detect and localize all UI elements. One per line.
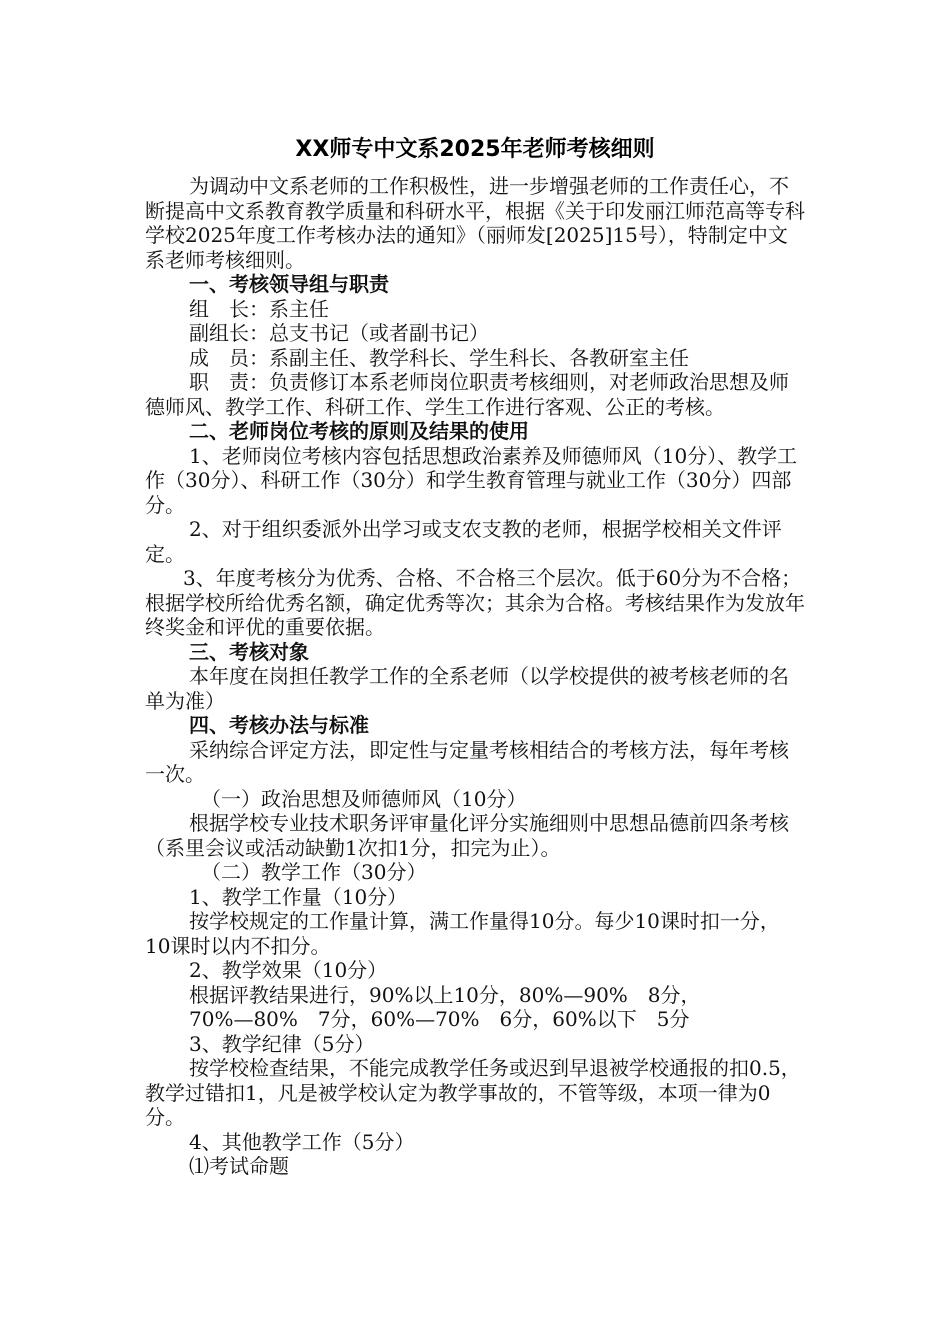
deputy-leader-line: 副组长：总支书记（或者副书记） (189, 321, 489, 345)
document-body (145, 174, 805, 1179)
exam-item: ⑴考试命题 (189, 1154, 289, 1178)
workload-paragraph: 按学校规定的工作量计算，满工作量得10分。每少10课时扣一分，10课时以内不扣分。 (145, 909, 780, 958)
section-heading-3: 三、考核对象 (189, 639, 309, 664)
item-heading-other: 4、其他教学工作（5分） (189, 1129, 415, 1154)
principle-2-paragraph: 2、对于组织委派外出学习或支农支教的老师，根据学校相关文件评定。 (145, 517, 782, 566)
principle-3-paragraph: 3、年度考核分为优秀、合格、不合格三个层次。低于60分为不合格；根据学校所给优秀名额，确定优秀等次；其余为合格。考核结果作为发放年终奖金和评优的重要依据。 (145, 566, 805, 639)
principle-1-paragraph: 1、老师岗位考核内容包括思想政治素养及师德师风（10分）、教学工作（30分）、科研工作（30分）和学生教育管理与就业工作（30分）四部分。 (145, 443, 798, 517)
effect-line-2: 70%—80% 7分，60%—70% 6分，60%以下 5分 (189, 1007, 690, 1031)
item-heading-workload: 1、教学工作量（10分） (189, 884, 408, 909)
discipline-paragraph: 按学校检查结果，不能完成教学任务或迟到早退被学校通报的扣0.5，教学过错扣1，凡是被学校认定为教学事故的，不管等级，本项一律为0分。 (145, 1056, 801, 1129)
target-paragraph: 本年度在岗担任教学工作的全系老师（以学校提供的被考核老师的名单为准） (145, 664, 789, 713)
leader-line: 组 长：系主任 (189, 296, 329, 321)
members-line: 成 员：系副主任、教学科长、学生科长、各教研室主任 (189, 345, 689, 370)
section-heading-1: 一、考核领导组与职责 (189, 272, 389, 296)
subsection-heading-politics: （一）政治思想及师德师风（10分） (201, 786, 527, 811)
item-heading-discipline: 3、教学纪律（5分） (189, 1031, 375, 1056)
effect-line-1: 根据评教结果进行，90%以上10分，80%—90% 8分， (189, 982, 701, 1007)
subsection-heading-teaching: （二）教学工作（30分） (201, 860, 427, 884)
section-heading-2: 二、老师岗位考核的原则及结果的使用 (189, 419, 529, 443)
intro-paragraph: 为调动中文系老师的工作积极性，进一步增强老师的工作责任心，不断提高中文系教育教学质量和科研水平，根据《关于印发丽江师范高等专科学校2025年度工作考核办法的通知》（丽师发[2025]15号），特制定中文系老师考核细则。 (145, 174, 805, 272)
document-title: XX师专中文系2025年老师考核细则 (295, 137, 655, 162)
politics-paragraph: 根据学校专业技术职务评审量化评分实施细则中思想品德前四条考核（系里会议或活动缺勤1次扣1分，扣完为止）。 (145, 811, 789, 860)
duties-paragraph: 职 责：负责修订本系老师岗位职责考核细则，对老师政治思想及师德师风、教学工作、科研工作、学生工作进行客观、公正的考核。 (145, 370, 789, 419)
section-heading-4: 四、考核办法与标准 (189, 713, 369, 737)
method-paragraph: 采纳综合评定方法，即定性与定量考核相结合的考核方法，每年考核一次。 (145, 737, 789, 786)
item-heading-effect: 2、教学效果（10分） (189, 958, 388, 982)
